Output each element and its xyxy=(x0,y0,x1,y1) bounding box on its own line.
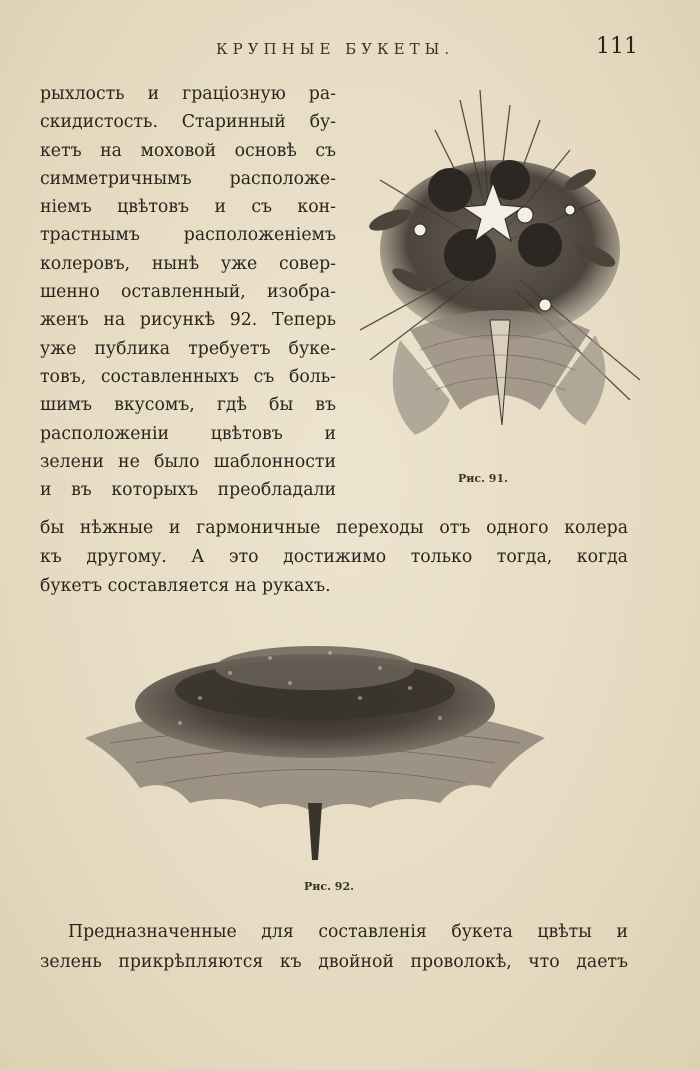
text-line: бы нѣжные и гармоничные переходы отъ одного колера xyxy=(40,518,628,538)
final-paragraph xyxy=(40,917,628,977)
text-line: рыхлость и граціозную ра- xyxy=(40,84,336,104)
figure-91-caption: Рис. 91. xyxy=(458,472,508,485)
figure-92-caption: Рис. 92. xyxy=(304,880,354,893)
text-line: товъ, составленныхъ съ боль- xyxy=(40,366,336,387)
text-line: и въ которыхъ преобладали xyxy=(40,480,336,501)
text-line: зелень прикрѣпляются къ двойной проволокѣ, что даетъ xyxy=(40,952,628,972)
text-line: скидистость. Старинный бу- xyxy=(40,112,336,133)
text-line: уже публика требуетъ буке- xyxy=(40,338,336,359)
text-line: женъ на рисункѣ 92. Теперь xyxy=(40,310,336,331)
text-line: букетъ составляется на рукахъ. xyxy=(40,576,331,596)
continuation-text xyxy=(40,514,628,601)
text-line: Предназначенные для составленія букета цвѣты и xyxy=(68,922,628,942)
running-title: КРУПНЫЕ БУКЕТЫ. xyxy=(216,40,455,58)
text-line: ніемъ цвѣтовъ и съ кон- xyxy=(40,197,336,218)
text-line: кетъ на моховой основѣ съ xyxy=(40,140,336,161)
text-line: шимъ вкусомъ, гдѣ бы въ xyxy=(40,395,336,416)
text-line: симметричнымъ расположе- xyxy=(40,168,336,189)
text-line: трастнымъ расположеніемъ xyxy=(40,225,336,246)
figure-92-bouquet-illustration xyxy=(80,628,550,868)
left-column-text xyxy=(40,80,336,504)
text-line: къ другому. А это достижимо только тогда, когда xyxy=(40,547,628,567)
text-line: расположеніи цвѣтовъ и xyxy=(40,423,336,444)
text-line: зелени не было шаблонности xyxy=(40,451,336,472)
figure-91-bouquet-illustration xyxy=(340,80,660,465)
text-line: шенно оставленный, изобра- xyxy=(40,282,336,303)
text-line: колеровъ, нынѣ уже совер- xyxy=(40,253,336,274)
page-number: 111 xyxy=(596,34,638,59)
